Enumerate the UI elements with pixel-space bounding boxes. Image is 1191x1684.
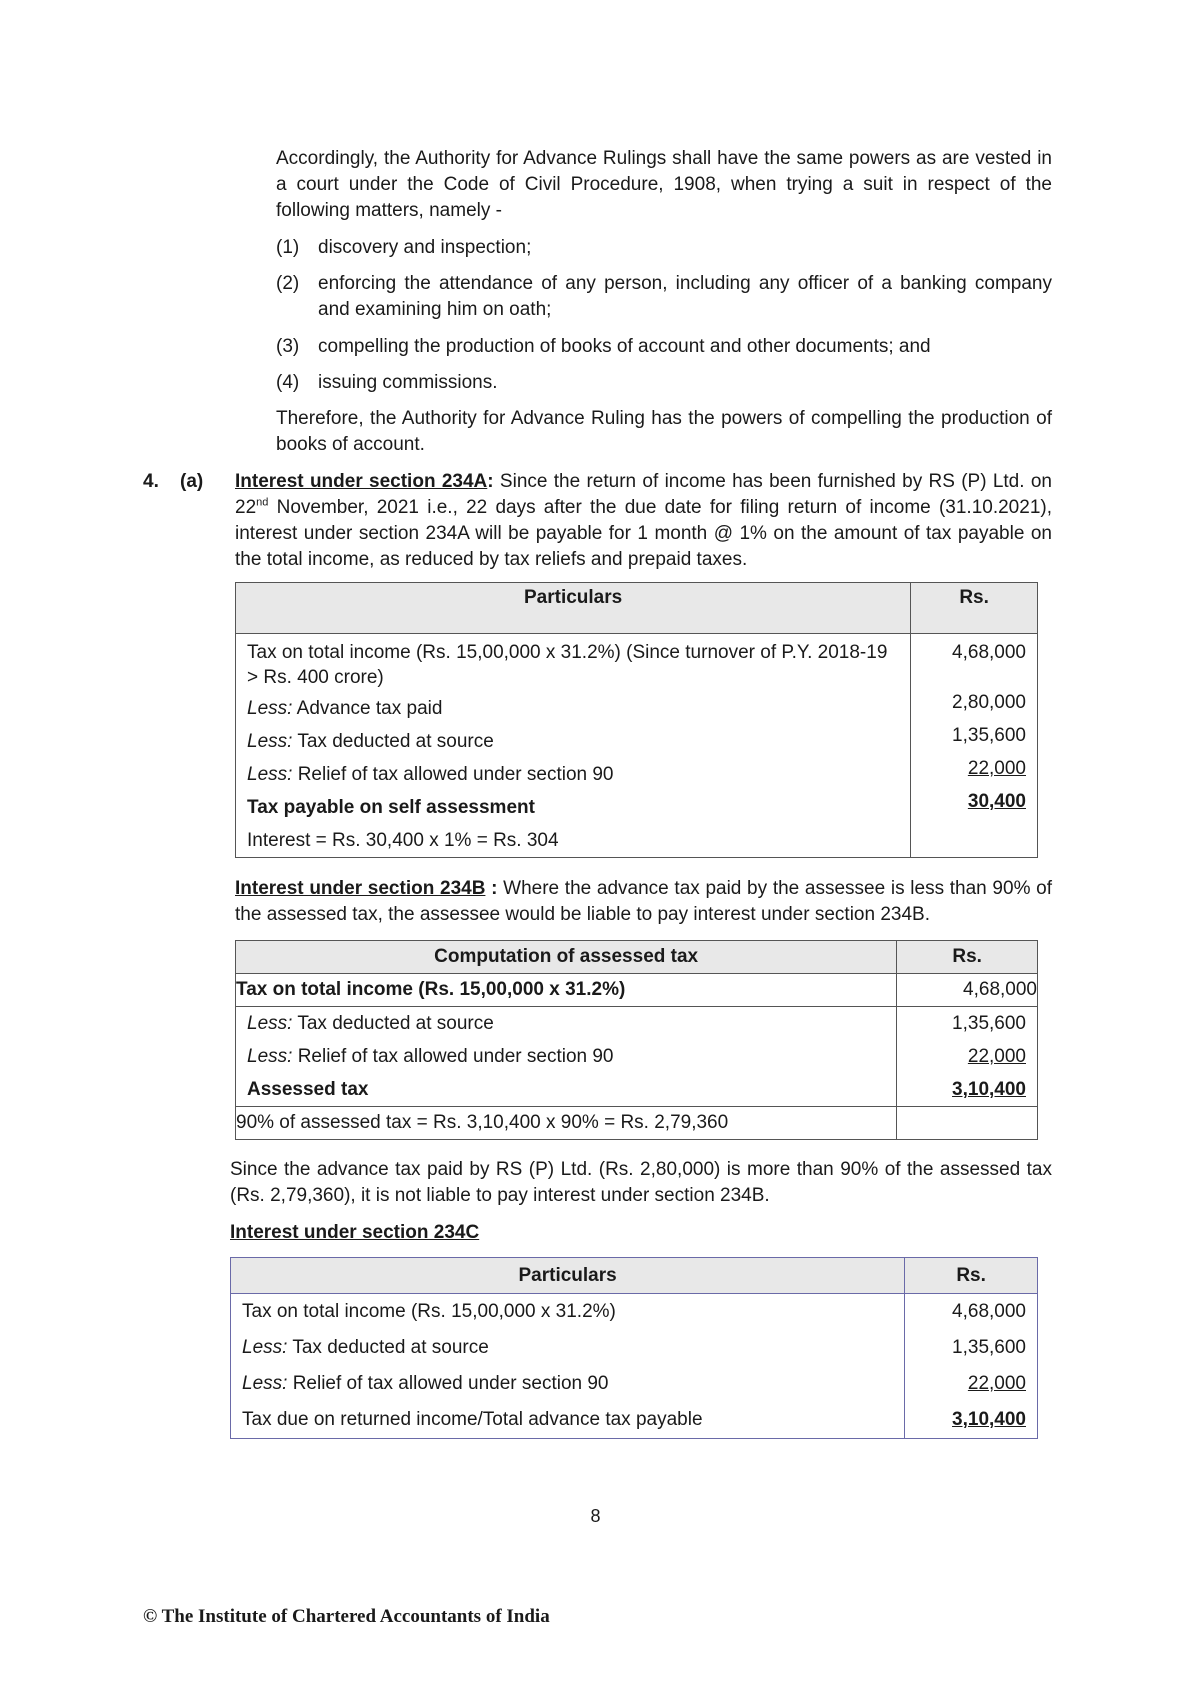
section-234a-heading: Interest under section 234A (235, 471, 488, 492)
intro-conclusion: Therefore, the Authority for Advance Ruling has the powers of compelling the production of books of account. (276, 408, 1052, 455)
section-234b-colon: : (485, 878, 498, 899)
table-row-label: Less: Tax deducted at source (242, 1337, 489, 1358)
table-row-label: Tax payable on self assessment (247, 797, 535, 818)
section-234b-text: Where the advance tax paid by the assessee is less than 90% of the assessed tax, the assessee would be liable to pay interest under section 234B. (235, 878, 1052, 925)
intro-paragraph: Accordingly, the Authority for Advance Rulings shall have the same powers as are vested in a court under the Code of Civil Procedure, 1908, when trying a suit in respect of the following matters, namely - (276, 148, 1052, 221)
table-row-amount: 2,80,000 (952, 692, 1026, 713)
list-item-number: (1) (276, 237, 300, 258)
list-item-text: issuing commissions. (318, 372, 498, 393)
table-row-amount: 22,000 (967, 1373, 1026, 1394)
section-234a-colon: : (487, 471, 494, 492)
section-234b-paragraph (235, 876, 1052, 928)
list-item (276, 370, 1052, 396)
table-row-label: 90% of assessed tax = Rs. 3,10,400 x 90% = Rs. 2,79,360 (236, 1107, 897, 1140)
table-row (231, 1294, 1038, 1439)
list-item-text: discovery and inspection; (318, 237, 532, 258)
table-amount-column (905, 1294, 1038, 1439)
list-item (276, 235, 1052, 261)
table-header-particulars: Particulars (231, 1258, 905, 1294)
table-row-amount: 4,68,000 (952, 1301, 1026, 1322)
table-234c (230, 1257, 1038, 1439)
table-header-rs: Rs. (905, 1258, 1038, 1294)
table-row-amount: 3,10,400 (952, 1079, 1026, 1100)
list-item-text: compelling the production of books of account and other documents; and (318, 336, 931, 357)
table-row (236, 974, 1038, 1007)
list-item-number: (2) (276, 273, 300, 294)
page-number: 8 (590, 1506, 601, 1526)
question-part: (a) (180, 471, 204, 492)
table-row-amount: 22,000 (967, 1046, 1026, 1067)
table-label-column (236, 634, 911, 858)
table-row-label: Interest = Rs. 30,400 x 1% = Rs. 304 (247, 830, 559, 851)
table-header-rs: Rs. (897, 941, 1038, 974)
table-row-label: Less: Relief of tax allowed under section 90 (242, 1373, 609, 1394)
table-amount-column (911, 634, 1038, 858)
section-234a-paragraph (235, 469, 1052, 573)
table-row-amount: 1,35,600 (952, 725, 1026, 746)
table-row-label: Less: Advance tax paid (247, 698, 443, 719)
table-row-label: Tax due on returned income/Total advance tax payable (242, 1409, 703, 1430)
list-item (276, 271, 1052, 323)
table-header-computation: Computation of assessed tax (236, 941, 897, 974)
table-amount-column (897, 1007, 1038, 1107)
table-row-label: Less: Relief of tax allowed under section 90 (247, 764, 614, 785)
list-item-number: (3) (276, 336, 300, 357)
table-label-column (231, 1294, 905, 1439)
section-234b-heading: Interest under section 234B (235, 878, 486, 899)
table-label-column (236, 1007, 897, 1107)
table-row-label: Less: Relief of tax allowed under section 90 (247, 1046, 614, 1067)
table-row-amount (911, 818, 1037, 851)
table-row-amount: 3,10,400 (952, 1409, 1026, 1430)
table-header-rs: Rs. (911, 583, 1038, 634)
table-row-amount: 1,35,600 (952, 1013, 1026, 1034)
table-row-amount: 30,400 (967, 791, 1026, 812)
copyright-notice: © The Institute of Chartered Accountants of India (143, 1606, 550, 1627)
list-item-text: enforcing the attendance of any person, including any officer of a banking company and examining him on oath; (318, 273, 1052, 320)
table-row-label: Less: Tax deducted at source (247, 731, 494, 752)
table-row (236, 1107, 1038, 1140)
date-superscript: nd (256, 496, 269, 509)
table-234b (235, 940, 1038, 1140)
table-row-amount: 1,35,600 (952, 1337, 1026, 1358)
table-row-label: Less: Tax deducted at source (247, 1013, 494, 1034)
table-row-amount: 4,68,000 (952, 642, 1026, 663)
table-row-amount: 4,68,000 (897, 974, 1038, 1007)
table-row-label: Assessed tax (247, 1079, 369, 1100)
table-row-amount: 22,000 (967, 758, 1026, 779)
list-item-number: (4) (276, 372, 300, 393)
table-row (236, 1007, 1038, 1107)
table-234a (235, 582, 1038, 858)
table-row-label: Tax on total income (Rs. 15,00,000 x 31.2%) (Since turnover of P.Y. 2018-19 > Rs. 400 crore) (247, 642, 888, 688)
section-234a-text-2: November, 2021 i.e., 22 days after the due date for filing return of income (31.10.2021), interest under section 234A will be payable for 1 month @ 1% on the amount of tax payable on the total income, as reduced by tax reliefs and prepaid taxes. (235, 497, 1052, 570)
table-row-label: Tax on total income (Rs. 15,00,000 x 31.2%) (236, 974, 897, 1007)
table-row-amount (897, 1107, 1038, 1140)
section-234b-conclusion: Since the advance tax paid by RS (P) Ltd. (Rs. 2,80,000) is more than 90% of the assessed tax (Rs. 2,79,360), it is not liable to pay interest under section 234B. (230, 1159, 1052, 1206)
list-item (276, 334, 1052, 360)
table-row-label: Tax on total income (Rs. 15,00,000 x 31.2%) (242, 1301, 616, 1322)
section-234c-heading: Interest under section 234C (230, 1222, 480, 1243)
question-number: 4. (143, 471, 159, 492)
table-header-particulars: Particulars (236, 583, 911, 634)
section-234a-text-1: Since the return of income has been furnished by RS (P) Ltd. on 22 (235, 471, 1052, 518)
